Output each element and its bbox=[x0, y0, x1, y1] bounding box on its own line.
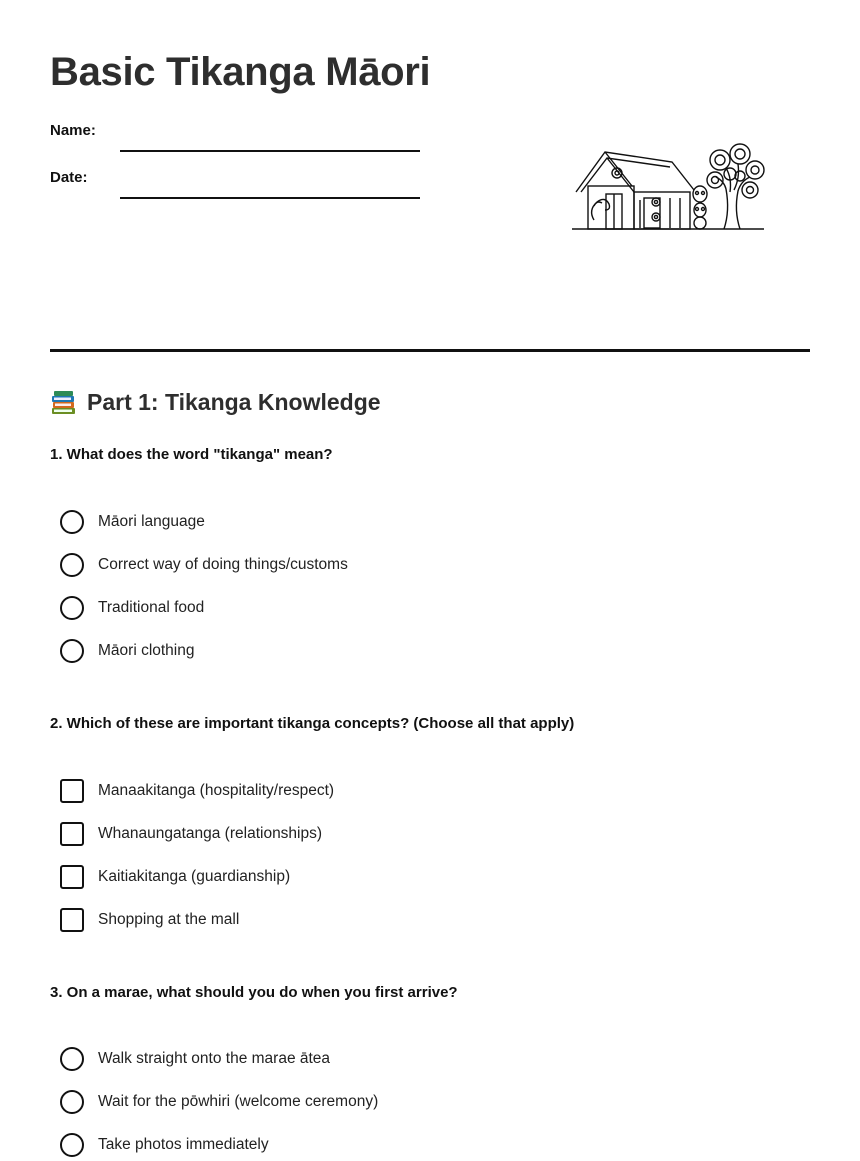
date-label: Date: bbox=[50, 169, 88, 186]
option-label: Wait for the pōwhiri (welcome ceremony) bbox=[98, 1093, 379, 1110]
checkbox[interactable] bbox=[60, 822, 84, 846]
section-divider bbox=[50, 349, 810, 352]
q2-option-3[interactable] bbox=[60, 865, 290, 889]
q1-option-1[interactable] bbox=[60, 510, 205, 534]
question-2: 2. Which of these are important tikanga concepts? (Choose all that apply) bbox=[50, 715, 575, 732]
part1-heading bbox=[50, 389, 381, 416]
option-label: Shopping at the mall bbox=[98, 911, 240, 928]
option-label: Whanaungatanga (relationships) bbox=[98, 825, 323, 842]
question-3: 3. On a marae, what should you do when you first arrive? bbox=[50, 984, 458, 1001]
q3-option-1[interactable] bbox=[60, 1047, 330, 1071]
checkbox[interactable] bbox=[60, 779, 84, 803]
q2-option-2[interactable] bbox=[60, 822, 322, 846]
option-label: Walk straight onto the marae ātea bbox=[98, 1050, 331, 1067]
question-1: 1. What does the word "tikanga" mean? bbox=[50, 446, 333, 463]
checkbox[interactable] bbox=[60, 865, 84, 889]
radio-button[interactable] bbox=[60, 1133, 84, 1157]
option-label: Correct way of doing things/customs bbox=[98, 556, 348, 573]
radio-button[interactable] bbox=[60, 510, 84, 534]
option-label: Kaitiakitanga (guardianship) bbox=[98, 868, 291, 885]
checkbox[interactable] bbox=[60, 908, 84, 932]
radio-button[interactable] bbox=[60, 1047, 84, 1071]
worksheet-title: Basic Tikanga Māori bbox=[50, 50, 431, 94]
name-field bbox=[50, 122, 420, 139]
q3-option-2[interactable] bbox=[60, 1090, 378, 1114]
q2-option-1[interactable] bbox=[60, 779, 334, 803]
q1-option-4[interactable] bbox=[60, 639, 195, 663]
name-label: Name: bbox=[50, 122, 96, 139]
wharenui-and-tree-illustration-icon bbox=[570, 140, 770, 232]
option-label: Take photos immediately bbox=[98, 1136, 269, 1153]
radio-button[interactable] bbox=[60, 553, 84, 577]
radio-button[interactable] bbox=[60, 639, 84, 663]
option-label: Māori language bbox=[98, 513, 205, 530]
part1-title: Part 1: Tikanga Knowledge bbox=[87, 389, 381, 415]
name-line[interactable] bbox=[120, 150, 420, 152]
date-field bbox=[50, 169, 420, 186]
q3-option-3[interactable] bbox=[60, 1133, 269, 1157]
option-label: Traditional food bbox=[98, 599, 205, 616]
option-label: Manaakitanga (hospitality/respect) bbox=[98, 782, 335, 799]
radio-button[interactable] bbox=[60, 1090, 84, 1114]
books-icon bbox=[50, 389, 77, 416]
date-line[interactable] bbox=[120, 197, 420, 199]
q2-option-4[interactable] bbox=[60, 908, 239, 932]
q1-option-2[interactable] bbox=[60, 553, 348, 577]
q1-option-3[interactable] bbox=[60, 596, 204, 620]
option-label: Māori clothing bbox=[98, 642, 195, 659]
radio-button[interactable] bbox=[60, 596, 84, 620]
